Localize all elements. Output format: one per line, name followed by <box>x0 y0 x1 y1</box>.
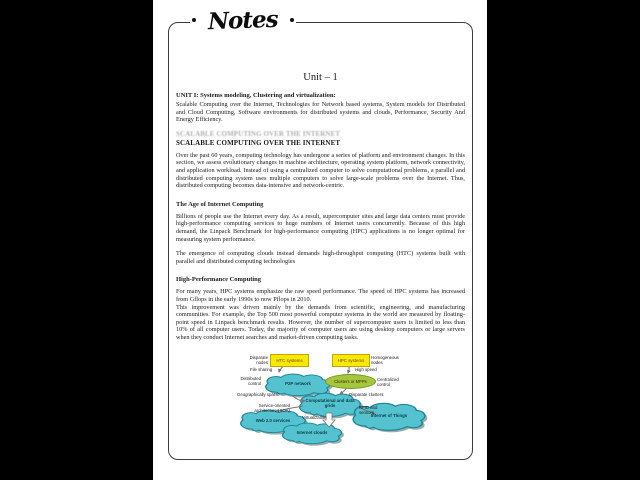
htc-systems-box: HTC systems <box>270 354 309 367</box>
document-body <box>176 72 465 341</box>
clusters-mpps-ellipse: Clusters or MPPs <box>325 374 376 389</box>
internet-clouds-label: Internet clouds <box>296 430 328 435</box>
hpc-paragraph-1: For many years, HPC systems emphasize the raw speed performance. The speed of HPC systems has increased from Gflops in the early 1990s to now Pflops in 2010. <box>176 288 465 303</box>
geographically-sparse-label: Geographically sparse <box>237 392 280 397</box>
rfid-sensors-label: RFID and sensors <box>359 405 378 415</box>
hpc-systems-box: HPC systems <box>332 354 370 367</box>
notes-header <box>190 0 296 40</box>
unit-summary: Scalable Computing over the Internet, Technologies for Network based systems, System models for Distributed and Cloud Computing, Software environments for distributed systems and clouds, Performance, Security And Energy Efficiency. <box>176 101 465 124</box>
grids-cloud-label: Computational and data grids <box>305 398 355 408</box>
iot-cloud-label: Internet of Things <box>370 413 408 418</box>
web20-cloud-label: Web 2.0 services <box>255 418 291 423</box>
disparate-nodes-label: Disparate nodes <box>249 355 268 365</box>
notes-left-dot <box>192 18 196 22</box>
high-speed-label: High speed <box>355 367 377 372</box>
hpc-heading: High-Performance Computing <box>176 276 262 284</box>
hpc-paragraph-2: This improvement was driven mainly by the demands from scientific, engineering, and manufacturing communities. For example, the Top 500 most powerful computer systems in the world are measured by floating-point speed in Linpack benchmark results. However, the number of supercomputer users is limited to less than 10% of all computer users. Today, the majority of computer users are using desktop computers or large servers when they conduct Internet searches and market-driven computing tasks. <box>176 303 465 341</box>
notes-right-dot <box>290 18 294 22</box>
unit-title: Unit – 1 <box>303 72 338 83</box>
notes-page <box>153 0 487 480</box>
ghost-heading-artifact: SCALABLE COMPUTING OVER THE INTERNET <box>176 129 341 138</box>
virtualization-label: Virtualization <box>302 415 327 420</box>
centralized-control-label: Centralized control <box>377 377 399 387</box>
unit-heading: UNIT I: Systems modeling, Clustering and virtualization: <box>176 92 336 99</box>
computing-evolution-diagram <box>235 351 465 447</box>
scalable-paragraph: Over the past 60 years, computing technology has undergone a series of platform and environment changes. In this section, we assess evolutionary changes in machine architecture, operating system platform, network connectivity, and application workload. Instead of using a centralized computer to solve computational problems, a parallel and distributed computing system uses multiple computers to solve large-scale problems over the Internet. Thus, distributed computing becomes data-intensive and network-centric. <box>176 151 465 190</box>
notes-title: Notes <box>207 5 279 35</box>
soa-label: Service-oriented architecture (SOA) <box>254 403 290 413</box>
file-sharing-label: File sharing <box>250 367 273 372</box>
age-paragraph-1: Billions of people use the Internet every day. As a result, supercomputer sites and large data centers must provide high-performance computing services to huge numbers of Internet users concurrently. Because of this high demand, the Linpack Benchmark for high-performance computing (HPC) applications is no longer optimal for measuring system performance. <box>176 212 465 243</box>
disparate-clusters-label: Disparate clusters <box>349 392 384 397</box>
age-paragraph-2: The emergence of computing clouds instead demands high-throughput computing (HTC) systems built with parallel and distributed computing technologies <box>176 250 465 265</box>
distributed-control-label: Distributed control <box>240 376 261 386</box>
age-heading: The Age of Internet Computing <box>176 200 264 208</box>
p2p-cloud-label: P2P network <box>285 381 311 386</box>
homogeneous-nodes-label: Homogeneous nodes <box>371 355 399 365</box>
scalable-heading: SCALABLE COMPUTING OVER THE INTERNET <box>176 138 341 147</box>
